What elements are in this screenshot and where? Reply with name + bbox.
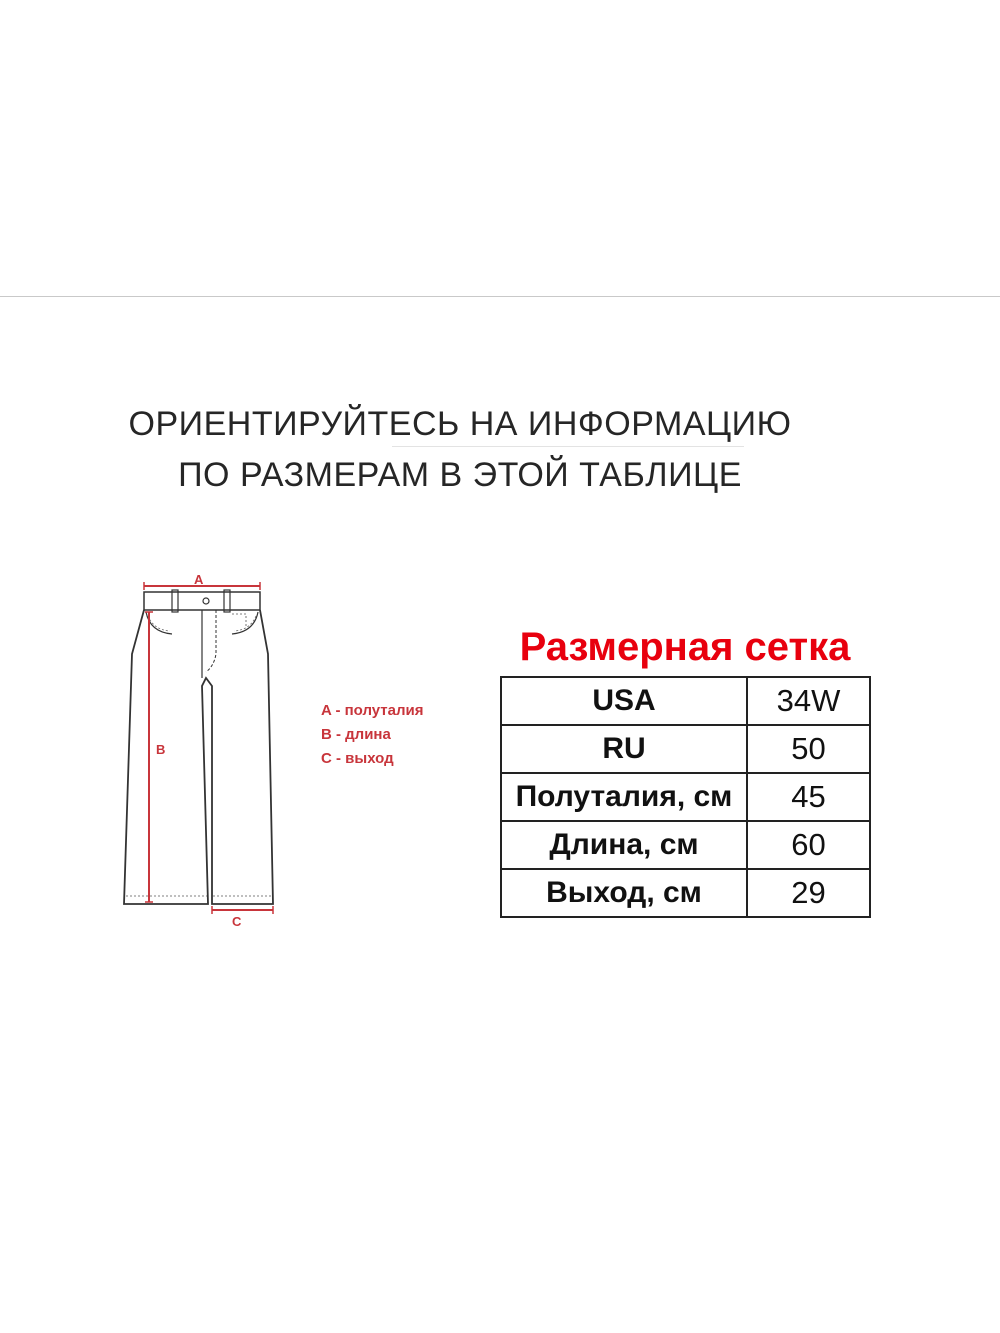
legend-item-a: A - полуталия	[321, 702, 424, 719]
label-a: A	[194, 572, 204, 587]
heading-line-1: ОРИЕНТИРУЙТЕСЬ НА ИНФОРМАЦИЮ	[128, 405, 792, 443]
row-value: 34W	[747, 677, 870, 725]
pants-outline-icon	[110, 568, 300, 938]
row-value: 29	[747, 869, 870, 917]
row-label: Выход, см	[501, 869, 747, 917]
heading-line-2: ПО РАЗМЕРАМ В ЭТОЙ ТАБЛИЦЕ	[178, 456, 742, 494]
legend-item-b: B - длина	[321, 726, 391, 743]
table-row	[501, 725, 870, 773]
table-row	[501, 869, 870, 917]
row-label: USA	[501, 677, 747, 725]
size-chart-table	[500, 676, 871, 918]
table-row	[501, 677, 870, 725]
row-label: Длина, см	[501, 821, 747, 869]
row-value: 45	[747, 773, 870, 821]
measurement-legend	[321, 699, 424, 771]
table-row	[501, 773, 870, 821]
table-row	[501, 821, 870, 869]
row-value: 60	[747, 821, 870, 869]
size-chart-title: Размерная сетка	[519, 625, 851, 669]
label-c: C	[232, 914, 242, 929]
heading-underline	[392, 446, 744, 447]
pants-measurement-diagram	[110, 568, 300, 938]
top-divider	[0, 296, 1000, 297]
row-label: Полуталия, см	[501, 773, 747, 821]
row-value: 50	[747, 725, 870, 773]
legend-item-c: C - выход	[321, 750, 394, 767]
label-b: B	[156, 742, 166, 757]
row-label: RU	[501, 725, 747, 773]
